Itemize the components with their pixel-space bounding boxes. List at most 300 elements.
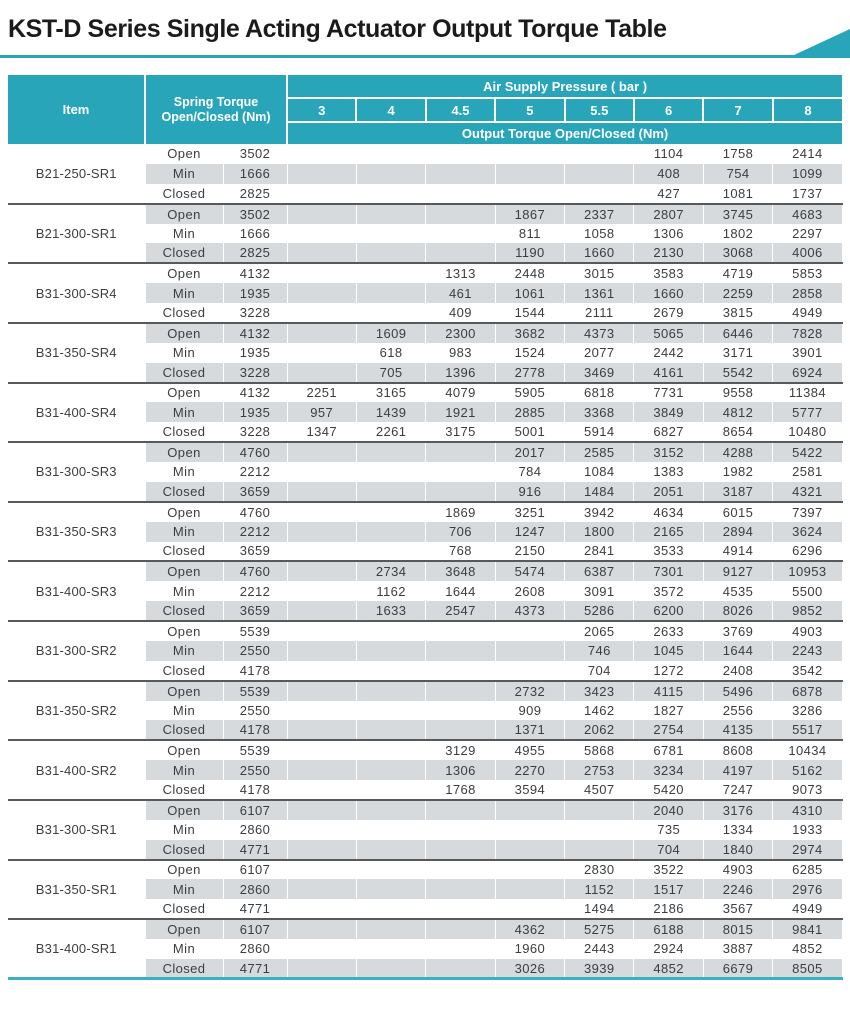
state-cell: Closed xyxy=(145,542,223,562)
torque-value-cell: 2732 xyxy=(495,681,564,701)
spring-torque-cell: 4132 xyxy=(223,323,287,343)
item-cell: B31-300-SR4 xyxy=(8,263,145,323)
spring-torque-cell: 6107 xyxy=(223,800,287,820)
state-cell: Closed xyxy=(145,184,223,204)
state-cell: Min xyxy=(145,402,223,422)
torque-value-cell: 3286 xyxy=(773,701,842,721)
torque-value-cell xyxy=(495,144,564,164)
torque-value-cell: 2778 xyxy=(495,363,564,383)
torque-value-cell xyxy=(287,243,356,263)
torque-value-cell xyxy=(287,502,356,522)
spring-torque-cell: 5539 xyxy=(223,740,287,760)
torque-value-cell xyxy=(356,204,425,224)
torque-value-cell xyxy=(287,860,356,880)
spring-torque-cell: 1935 xyxy=(223,343,287,363)
torque-value-cell: 4507 xyxy=(565,780,634,800)
spring-torque-cell: 2825 xyxy=(223,243,287,263)
item-cell: B31-350-SR4 xyxy=(8,323,145,383)
spring-torque-cell: 3502 xyxy=(223,144,287,164)
torque-value-cell: 706 xyxy=(426,522,495,542)
torque-value-cell: 1633 xyxy=(356,601,425,621)
state-cell: Closed xyxy=(145,959,223,979)
torque-value-cell: 811 xyxy=(495,224,564,244)
torque-value-cell xyxy=(356,899,425,919)
spring-torque-cell: 2212 xyxy=(223,522,287,542)
spring-torque-cell: 2550 xyxy=(223,760,287,780)
torque-value-cell xyxy=(565,164,634,184)
page-title: KST-D Series Single Acting Actuator Output Torque Table xyxy=(8,15,667,43)
torque-value-cell: 1768 xyxy=(426,780,495,800)
torque-value-cell: 3234 xyxy=(634,760,703,780)
torque-value-cell: 2062 xyxy=(565,720,634,740)
torque-value-cell: 3368 xyxy=(565,402,634,422)
torque-value-cell: 7301 xyxy=(634,561,703,581)
state-cell: Min xyxy=(145,283,223,303)
header-pressure-5: 5 xyxy=(495,98,564,122)
torque-value-cell: 2830 xyxy=(565,860,634,880)
torque-value-cell: 6878 xyxy=(773,681,842,701)
torque-value-cell: 4373 xyxy=(565,323,634,343)
torque-value-cell: 2754 xyxy=(634,720,703,740)
torque-value-cell: 6285 xyxy=(773,860,842,880)
torque-value-cell xyxy=(426,701,495,721)
torque-value-cell: 3542 xyxy=(773,661,842,681)
spring-torque-cell: 3659 xyxy=(223,542,287,562)
torque-value-cell xyxy=(356,502,425,522)
torque-value-cell: 4161 xyxy=(634,363,703,383)
torque-value-cell xyxy=(356,263,425,283)
torque-value-cell xyxy=(287,144,356,164)
torque-value-cell xyxy=(426,144,495,164)
torque-value-cell: 6015 xyxy=(703,502,772,522)
torque-value-cell: 5914 xyxy=(565,422,634,442)
spring-torque-cell: 2860 xyxy=(223,879,287,899)
torque-value-cell: 9841 xyxy=(773,919,842,939)
spring-torque-cell: 4771 xyxy=(223,899,287,919)
torque-value-cell: 3942 xyxy=(565,502,634,522)
torque-value-cell: 1867 xyxy=(495,204,564,224)
torque-value-cell xyxy=(356,303,425,323)
header-output-torque: Output Torque Open/Closed (Nm) xyxy=(287,122,842,144)
torque-value-cell: 2448 xyxy=(495,263,564,283)
torque-value-cell xyxy=(287,581,356,601)
torque-value-cell: 3068 xyxy=(703,243,772,263)
torque-value-cell: 2150 xyxy=(495,542,564,562)
torque-value-cell: 3769 xyxy=(703,621,772,641)
header-row-1 xyxy=(8,75,842,98)
torque-value-cell: 3171 xyxy=(703,343,772,363)
torque-value-cell: 3583 xyxy=(634,263,703,283)
torque-value-cell: 4197 xyxy=(703,760,772,780)
state-cell: Open xyxy=(145,383,223,403)
torque-value-cell: 3152 xyxy=(634,442,703,462)
torque-value-cell xyxy=(565,840,634,860)
spring-torque-cell: 5539 xyxy=(223,621,287,641)
item-cell: B31-350-SR2 xyxy=(8,681,145,741)
torque-value-cell: 2858 xyxy=(773,283,842,303)
spring-torque-cell: 2550 xyxy=(223,701,287,721)
torque-value-cell xyxy=(495,860,564,880)
torque-value-cell xyxy=(287,720,356,740)
torque-value-cell: 1306 xyxy=(426,760,495,780)
torque-value-cell xyxy=(426,661,495,681)
torque-value-cell: 3849 xyxy=(634,402,703,422)
torque-value-cell xyxy=(356,959,425,979)
torque-value-cell xyxy=(287,263,356,283)
torque-value-cell: 2040 xyxy=(634,800,703,820)
header-spring-line1: Spring Torque xyxy=(173,94,259,109)
table-row xyxy=(8,383,842,403)
torque-value-cell: 2408 xyxy=(703,661,772,681)
torque-value-cell xyxy=(356,621,425,641)
torque-value-cell xyxy=(426,899,495,919)
state-cell: Min xyxy=(145,879,223,899)
torque-value-cell: 5853 xyxy=(773,263,842,283)
torque-value-cell xyxy=(495,184,564,204)
spring-torque-cell: 4771 xyxy=(223,959,287,979)
torque-value-cell: 1361 xyxy=(565,283,634,303)
torque-value-cell: 4852 xyxy=(773,939,842,959)
torque-value-cell: 1960 xyxy=(495,939,564,959)
torque-value-cell xyxy=(287,641,356,661)
title-block xyxy=(0,0,850,58)
torque-value-cell xyxy=(495,840,564,860)
torque-value-cell: 1982 xyxy=(703,462,772,482)
torque-value-cell xyxy=(495,879,564,899)
torque-value-cell: 4812 xyxy=(703,402,772,422)
torque-value-cell xyxy=(356,879,425,899)
torque-value-cell xyxy=(426,442,495,462)
torque-value-cell: 2974 xyxy=(773,840,842,860)
torque-value-cell xyxy=(356,701,425,721)
torque-value-cell: 461 xyxy=(426,283,495,303)
header-pressure-3: 3 xyxy=(287,98,356,122)
torque-value-cell: 704 xyxy=(565,661,634,681)
torque-value-cell: 1484 xyxy=(565,482,634,502)
torque-value-cell xyxy=(287,542,356,562)
spring-torque-cell: 5539 xyxy=(223,681,287,701)
torque-value-cell: 2246 xyxy=(703,879,772,899)
torque-value-cell: 1162 xyxy=(356,581,425,601)
torque-value-cell: 1802 xyxy=(703,224,772,244)
header-pressure-4-5: 4.5 xyxy=(426,98,495,122)
torque-value-cell xyxy=(287,164,356,184)
torque-value-cell xyxy=(495,800,564,820)
spring-torque-cell: 4178 xyxy=(223,780,287,800)
torque-value-cell: 4683 xyxy=(773,204,842,224)
torque-value-cell xyxy=(426,720,495,740)
torque-value-cell: 5542 xyxy=(703,363,772,383)
state-cell: Open xyxy=(145,561,223,581)
table-row xyxy=(8,561,842,581)
torque-value-cell xyxy=(426,939,495,959)
torque-value-cell: 1152 xyxy=(565,879,634,899)
torque-value-cell: 2251 xyxy=(287,383,356,403)
torque-value-cell: 746 xyxy=(565,641,634,661)
torque-table xyxy=(8,75,843,980)
torque-value-cell: 1933 xyxy=(773,820,842,840)
torque-value-cell: 10434 xyxy=(773,740,842,760)
torque-value-cell: 5275 xyxy=(565,919,634,939)
state-cell: Open xyxy=(145,800,223,820)
torque-value-cell xyxy=(495,621,564,641)
torque-value-cell: 3567 xyxy=(703,899,772,919)
item-cell: B31-400-SR3 xyxy=(8,561,145,621)
torque-value-cell xyxy=(426,860,495,880)
state-cell: Closed xyxy=(145,482,223,502)
state-cell: Closed xyxy=(145,840,223,860)
torque-value-cell xyxy=(426,879,495,899)
torque-value-cell: 8505 xyxy=(773,959,842,979)
torque-value-cell: 1081 xyxy=(703,184,772,204)
item-cell: B31-400-SR1 xyxy=(8,919,145,979)
torque-value-cell: 2111 xyxy=(565,303,634,323)
torque-value-cell: 5517 xyxy=(773,720,842,740)
header-pressure-8: 8 xyxy=(773,98,842,122)
torque-value-cell xyxy=(356,860,425,880)
torque-value-cell xyxy=(426,243,495,263)
torque-value-cell xyxy=(287,303,356,323)
torque-value-cell: 2585 xyxy=(565,442,634,462)
torque-value-cell: 784 xyxy=(495,462,564,482)
torque-value-cell: 1347 xyxy=(287,422,356,442)
torque-value-cell: 2633 xyxy=(634,621,703,641)
torque-value-cell: 5420 xyxy=(634,780,703,800)
torque-value-cell: 2556 xyxy=(703,701,772,721)
item-cell: B21-250-SR1 xyxy=(8,144,145,204)
spring-torque-cell: 4760 xyxy=(223,502,287,522)
torque-value-cell: 4949 xyxy=(773,303,842,323)
state-cell: Min xyxy=(145,939,223,959)
torque-value-cell: 2017 xyxy=(495,442,564,462)
torque-value-cell: 2259 xyxy=(703,283,772,303)
torque-value-cell: 9127 xyxy=(703,561,772,581)
torque-value-cell: 4135 xyxy=(703,720,772,740)
corner-triangle-icon xyxy=(794,29,850,55)
spring-torque-cell: 6107 xyxy=(223,919,287,939)
torque-value-cell xyxy=(287,601,356,621)
torque-value-cell xyxy=(287,740,356,760)
item-cell: B31-350-SR3 xyxy=(8,502,145,562)
torque-value-cell: 9558 xyxy=(703,383,772,403)
torque-value-cell xyxy=(426,641,495,661)
torque-value-cell: 1104 xyxy=(634,144,703,164)
torque-value-cell: 3469 xyxy=(565,363,634,383)
torque-value-cell: 735 xyxy=(634,820,703,840)
table-header xyxy=(8,75,842,144)
table-row xyxy=(8,681,842,701)
table-body xyxy=(8,144,842,979)
torque-value-cell xyxy=(356,760,425,780)
torque-value-cell: 8654 xyxy=(703,422,772,442)
torque-value-cell: 409 xyxy=(426,303,495,323)
torque-value-cell xyxy=(287,800,356,820)
torque-value-cell xyxy=(426,959,495,979)
torque-value-cell: 3091 xyxy=(565,581,634,601)
torque-value-cell: 1524 xyxy=(495,343,564,363)
header-spring-torque xyxy=(145,75,287,144)
torque-value-cell: 6924 xyxy=(773,363,842,383)
torque-value-cell: 6446 xyxy=(703,323,772,343)
torque-value-cell xyxy=(565,820,634,840)
torque-value-cell: 5777 xyxy=(773,402,842,422)
torque-value-cell xyxy=(356,224,425,244)
spring-torque-cell: 4760 xyxy=(223,561,287,581)
torque-value-cell xyxy=(356,780,425,800)
torque-value-cell: 10953 xyxy=(773,561,842,581)
torque-value-cell xyxy=(287,363,356,383)
spring-torque-cell: 2550 xyxy=(223,641,287,661)
torque-value-cell: 1061 xyxy=(495,283,564,303)
torque-value-cell: 9073 xyxy=(773,780,842,800)
torque-value-cell: 705 xyxy=(356,363,425,383)
spring-torque-cell: 1935 xyxy=(223,283,287,303)
torque-value-cell xyxy=(287,462,356,482)
state-cell: Min xyxy=(145,343,223,363)
torque-value-cell: 7731 xyxy=(634,383,703,403)
torque-value-cell xyxy=(287,561,356,581)
torque-value-cell: 2297 xyxy=(773,224,842,244)
state-cell: Open xyxy=(145,263,223,283)
torque-value-cell: 957 xyxy=(287,402,356,422)
spring-torque-cell: 4771 xyxy=(223,840,287,860)
torque-value-cell: 1921 xyxy=(426,402,495,422)
torque-value-cell: 3939 xyxy=(565,959,634,979)
spring-torque-cell: 2212 xyxy=(223,462,287,482)
torque-value-cell: 1190 xyxy=(495,243,564,263)
torque-value-cell: 2443 xyxy=(565,939,634,959)
torque-value-cell: 1644 xyxy=(426,581,495,601)
state-cell: Open xyxy=(145,621,223,641)
torque-value-cell: 4079 xyxy=(426,383,495,403)
torque-value-cell: 2261 xyxy=(356,422,425,442)
spring-torque-cell: 2825 xyxy=(223,184,287,204)
torque-value-cell: 1660 xyxy=(565,243,634,263)
torque-value-cell: 704 xyxy=(634,840,703,860)
torque-value-cell: 6818 xyxy=(565,383,634,403)
torque-value-cell: 1660 xyxy=(634,283,703,303)
item-cell: B31-400-SR2 xyxy=(8,740,145,800)
torque-value-cell: 2581 xyxy=(773,462,842,482)
torque-value-cell xyxy=(356,939,425,959)
torque-value-cell xyxy=(287,283,356,303)
item-cell: B31-300-SR2 xyxy=(8,621,145,681)
torque-value-cell: 4903 xyxy=(703,860,772,880)
spring-torque-cell: 3502 xyxy=(223,204,287,224)
torque-value-cell: 1800 xyxy=(565,522,634,542)
torque-value-cell: 6827 xyxy=(634,422,703,442)
spring-torque-cell: 2860 xyxy=(223,939,287,959)
torque-value-cell xyxy=(356,919,425,939)
torque-value-cell: 3175 xyxy=(426,422,495,442)
torque-value-cell: 3129 xyxy=(426,740,495,760)
table-row xyxy=(8,860,842,880)
torque-value-cell xyxy=(287,323,356,343)
torque-value-cell: 1644 xyxy=(703,641,772,661)
spring-torque-cell: 3228 xyxy=(223,363,287,383)
torque-value-cell: 2165 xyxy=(634,522,703,542)
torque-value-cell: 4535 xyxy=(703,581,772,601)
torque-value-cell xyxy=(287,661,356,681)
spring-torque-cell: 2860 xyxy=(223,820,287,840)
spring-torque-cell: 3659 xyxy=(223,601,287,621)
torque-value-cell xyxy=(287,760,356,780)
torque-value-cell xyxy=(426,840,495,860)
torque-value-cell: 11384 xyxy=(773,383,842,403)
torque-value-cell xyxy=(426,621,495,641)
header-spring-line2: Open/Closed (Nm) xyxy=(161,109,271,124)
torque-value-cell: 3165 xyxy=(356,383,425,403)
torque-value-cell: 6679 xyxy=(703,959,772,979)
spring-torque-cell: 4132 xyxy=(223,263,287,283)
header-pressure-6: 6 xyxy=(634,98,703,122)
torque-value-cell: 2841 xyxy=(565,542,634,562)
torque-value-cell: 4006 xyxy=(773,243,842,263)
torque-value-cell: 2442 xyxy=(634,343,703,363)
table-row xyxy=(8,263,842,283)
torque-value-cell: 3815 xyxy=(703,303,772,323)
table-row xyxy=(8,204,842,224)
torque-value-cell xyxy=(356,144,425,164)
state-cell: Min xyxy=(145,164,223,184)
torque-value-cell: 5422 xyxy=(773,442,842,462)
torque-value-cell xyxy=(356,522,425,542)
torque-value-cell: 1099 xyxy=(773,164,842,184)
torque-value-cell: 1247 xyxy=(495,522,564,542)
torque-value-cell xyxy=(287,919,356,939)
torque-value-cell xyxy=(287,820,356,840)
torque-value-cell: 4914 xyxy=(703,542,772,562)
state-cell: Min xyxy=(145,224,223,244)
table-row xyxy=(8,800,842,820)
torque-value-cell xyxy=(287,343,356,363)
item-cell: B31-300-SR3 xyxy=(8,442,145,502)
torque-value-cell: 4288 xyxy=(703,442,772,462)
spring-torque-cell: 1666 xyxy=(223,164,287,184)
torque-value-cell xyxy=(356,820,425,840)
torque-value-cell: 1045 xyxy=(634,641,703,661)
state-cell: Min xyxy=(145,641,223,661)
torque-value-cell: 3745 xyxy=(703,204,772,224)
torque-value-cell xyxy=(426,204,495,224)
spring-torque-cell: 4132 xyxy=(223,383,287,403)
torque-value-cell xyxy=(287,899,356,919)
table-row xyxy=(8,323,842,343)
torque-value-cell: 1840 xyxy=(703,840,772,860)
state-cell: Closed xyxy=(145,363,223,383)
torque-value-cell: 1272 xyxy=(634,661,703,681)
torque-value-cell: 4321 xyxy=(773,482,842,502)
torque-value-cell: 3648 xyxy=(426,561,495,581)
torque-value-cell: 6781 xyxy=(634,740,703,760)
table-row xyxy=(8,442,842,462)
torque-value-cell xyxy=(426,462,495,482)
state-cell: Min xyxy=(145,581,223,601)
spring-torque-cell: 3659 xyxy=(223,482,287,502)
torque-value-cell: 1758 xyxy=(703,144,772,164)
torque-value-cell xyxy=(565,144,634,164)
torque-value-cell: 1462 xyxy=(565,701,634,721)
torque-value-cell: 2270 xyxy=(495,760,564,780)
torque-value-cell: 2679 xyxy=(634,303,703,323)
torque-value-cell xyxy=(356,462,425,482)
torque-value-cell xyxy=(287,840,356,860)
state-cell: Closed xyxy=(145,661,223,681)
torque-value-cell xyxy=(287,879,356,899)
torque-value-cell xyxy=(356,184,425,204)
torque-value-cell: 1306 xyxy=(634,224,703,244)
torque-value-cell: 8015 xyxy=(703,919,772,939)
